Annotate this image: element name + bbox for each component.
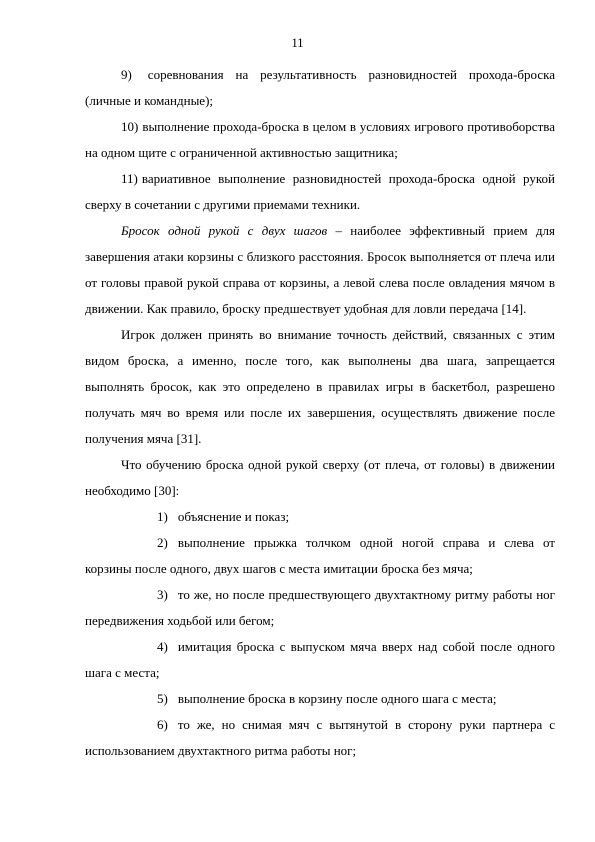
- list-text: имитация броска с выпуском мяча вверх над собой после одного шага с места;: [85, 639, 555, 680]
- paragraph-text: – наиболее эффективный прием для завершения атаки корзины с близкого расстояния. Бросок выполняется от плеча или от головы правой рукой справа от корзины, а левой слева после овладения мячом в движении. Как правило, броску предшествует удобная для ловли передача [14].: [85, 223, 556, 316]
- list-item: [85, 712, 555, 764]
- paragraph-throw-description: [85, 218, 555, 322]
- paragraph-training-intro: Что обучению броска одной рукой сверху (от плеча, от головы) в движении необходимо [30]:: [85, 457, 555, 498]
- list-number: 6): [157, 717, 168, 732]
- term-italic: Бросок одной рукой с двух шагов: [121, 223, 328, 238]
- list-number: 10): [121, 119, 139, 134]
- list-text: соревнования на результативность разновидностей прохода-броска (личные и командные);: [85, 67, 556, 108]
- list-number: 5): [157, 691, 168, 706]
- list-item: [85, 582, 555, 634]
- list-text: то же, но после предшествующего двухтактному ритму работы ног передвижения ходьбой или бегом;: [85, 587, 555, 628]
- list-text: объяснение и показ;: [177, 509, 290, 524]
- list-number: 4): [157, 639, 168, 654]
- list-number: 2): [157, 535, 168, 550]
- list-number: 11): [121, 171, 138, 186]
- list-text: вариативное выполнение разновидностей прохода-броска одной рукой сверху в сочетании с другими приемами техники.: [85, 171, 555, 212]
- list-item: [85, 166, 555, 218]
- list-item: [85, 530, 555, 582]
- list-item: [85, 686, 555, 712]
- list-text: выполнение броска в корзину после одного шага с места;: [177, 691, 497, 706]
- list-item: [85, 62, 555, 114]
- list-number: 1): [157, 509, 168, 524]
- list-text: выполнение прохода-броска в целом в условиях игрового противоборства на одном щите с ограниченной активностью защитника;: [85, 119, 555, 160]
- list-item: [85, 634, 555, 686]
- list-text: то же, но снимая мяч с вытянутой в сторону руки партнера с использованием двухтактного ритма работы ног;: [85, 717, 555, 758]
- page-number: 11: [291, 36, 304, 50]
- list-item: [85, 114, 555, 166]
- list-text: выполнение прыжка толчком одной ногой справа и слева от корзины после одного, двух шагов с места имитации броска без мяча;: [85, 535, 555, 576]
- list-item: [85, 504, 555, 530]
- list-number: 3): [157, 587, 168, 602]
- body-text: [85, 62, 555, 764]
- paragraph-player-rules: Игрок должен принять во внимание точность действий, связанных с этим видом броска, а именно, после того, как выполнены два шага, запрещается выполнять бросок, как это определено в правилах игры в баскетбол, разрешено получать мяч во время или после их завершения, осуществлять движение после получения мяча [31].: [85, 327, 555, 446]
- list-number: 9): [121, 67, 132, 82]
